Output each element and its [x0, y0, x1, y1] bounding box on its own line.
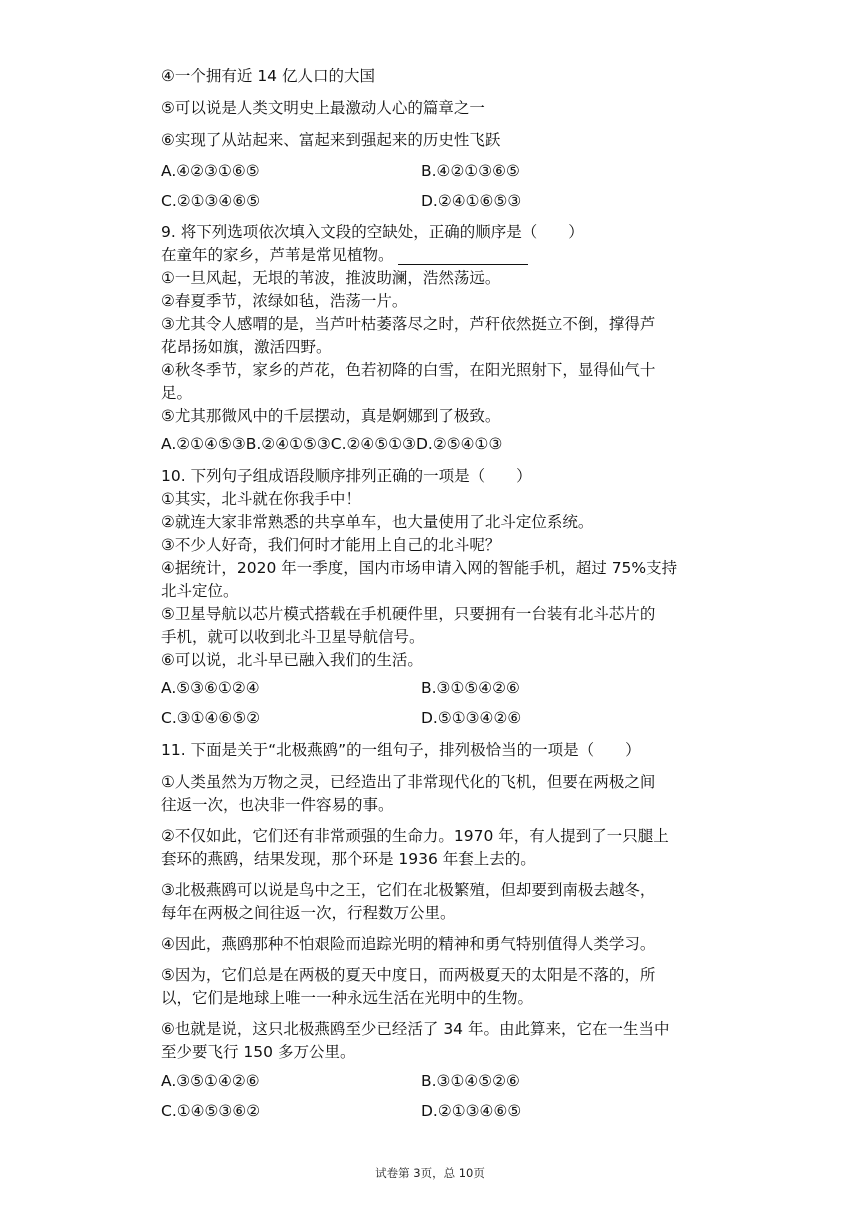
q8-item-4: ④一个拥有近 14 亿人口的大国 — [161, 67, 375, 85]
q8-option-a: A.④②③①⑥⑤ — [161, 162, 260, 180]
q10-line: ③不少人好奇，我们何时才能用上自己的北斗呢？ — [161, 536, 501, 554]
q10-option-d: D.⑤①③④②⑥ — [421, 709, 522, 727]
q11-option-c: C.①④⑤③⑥② — [161, 1102, 261, 1120]
q8-option-c: C.②①③④⑥⑤ — [161, 192, 261, 210]
q11-option-d: D.②①③④⑥⑤ — [421, 1102, 522, 1120]
q9-line: ①一旦风起，无垠的苇波，推波助澜，浩然荡远。 — [161, 269, 501, 287]
q10-option-c: C.③①④⑥⑤② — [161, 709, 261, 727]
q9-line: 花昂扬如旗，激活四野。 — [161, 338, 332, 356]
q11-line: 套环的燕鸥，结果发现，那个环是 1936 年套上去的。 — [161, 850, 536, 868]
q9-passage: 在童年的家乡，芦苇是常见植物。 — [161, 245, 528, 265]
q8-item-5: ⑤可以说是人类文明史上最激动人心的篇章之一 — [161, 99, 485, 117]
q11-line: 至少要飞行 150 多万公里。 — [161, 1043, 356, 1061]
q11-line: ④因此，燕鸥那种不怕艰险而追踪光明的精神和勇气特别值得人类学习。 — [161, 935, 656, 953]
q9-stem: 9. 将下列选项依次填入文段的空缺处，正确的顺序是（ ） — [161, 223, 584, 241]
q10-line: ②就连大家非常熟悉的共享单车，也大量使用了北斗定位系统。 — [161, 513, 594, 531]
q11-line: 每年在两极之间往返一次，行程数万公里。 — [161, 904, 456, 922]
answer-blank — [398, 248, 528, 265]
q10-line: ⑥可以说，北斗早已融入我们的生活。 — [161, 651, 423, 669]
q8-option-d: D.②④①⑥⑤③ — [421, 192, 522, 210]
q10-option-b: B.③①⑤④②⑥ — [421, 679, 520, 697]
q9-options: A.②①④⑤③B.②④①⑤③C.②④⑤①③D.②⑤④①③ — [161, 435, 503, 453]
q10-option-a: A.⑤③⑥①②④ — [161, 679, 260, 697]
q11-line: ⑥也就是说，这只北极燕鸥至少已经活了 34 年。由此算来，它在一生当中 — [161, 1020, 670, 1038]
q10-line: 手机，就可以收到北斗卫星导航信号。 — [161, 628, 425, 646]
q9-line: ④秋冬季节，家乡的芦花，色若初降的白雪，在阳光照射下，显得仙气十 — [161, 361, 656, 379]
q11-line: ③北极燕鸥可以说是鸟中之王，它们在北极繁殖，但却要到南极去越冬， — [161, 881, 656, 899]
q10-line: 北斗定位。 — [161, 582, 239, 600]
q10-stem: 10. 下列句子组成语段顺序排列正确的一项是（ ） — [161, 467, 532, 485]
q9-line: ③尤其令人感喟的是，当芦叶枯萎落尽之时，芦秆依然挺立不倒，撑得芦 — [161, 315, 656, 333]
page-footer: 试卷第 3页，总 10页 — [375, 1166, 485, 1180]
q9-line: 足。 — [161, 384, 193, 402]
q8-item-6: ⑥实现了从站起来、富起来到强起来的历史性飞跃 — [161, 131, 501, 149]
q10-line: ⑤卫星导航以芯片模式搭载在手机硬件里，只要拥有一台装有北斗芯片的 — [161, 605, 656, 623]
q11-line: 往返一次，也决非一件容易的事。 — [161, 796, 394, 814]
q11-option-b: B.③①④⑤②⑥ — [421, 1072, 520, 1090]
q9-line: ②春夏季节，浓绿如毡，浩荡一片。 — [161, 292, 408, 310]
q11-line: ②不仅如此，它们还有非常顽强的生命力。1970 年，有人提到了一只腿上 — [161, 827, 669, 845]
q10-line: ①其实，北斗就在你我手中！ — [161, 490, 361, 508]
q11-stem: 11. 下面是关于“北极燕鸥”的一组句子，排列极恰当的一项是（ ） — [161, 741, 641, 759]
q10-line: ④据统计，2020 年一季度，国内市场申请入网的智能手机，超过 75%支持 — [161, 559, 678, 577]
q11-line: ①人类虽然为万物之灵，已经造出了非常现代化的飞机，但要在两极之间 — [161, 773, 656, 791]
q9-line: ⑤尤其那微风中的千层摆动，真是婀娜到了极致。 — [161, 407, 501, 425]
q11-line: ⑤因为，它们总是在两极的夏天中度日，而两极夏天的太阳是不落的，所 — [161, 966, 656, 984]
q8-option-b: B.④②①③⑥⑤ — [421, 162, 520, 180]
q11-option-a: A.③⑤①④②⑥ — [161, 1072, 260, 1090]
q11-line: 以，它们是地球上唯一一种永远生活在光明中的生物。 — [161, 989, 534, 1007]
